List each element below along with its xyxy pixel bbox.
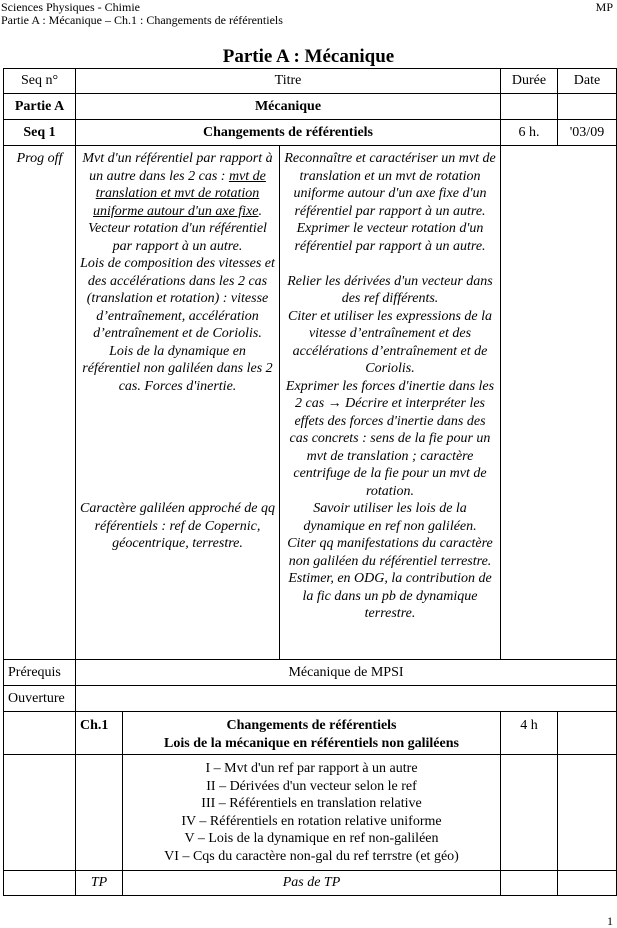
ouverture-value	[76, 686, 617, 712]
seq-title: Changements de référentiels	[76, 120, 501, 146]
partie-row	[4, 94, 617, 120]
ouverture-row	[4, 686, 617, 712]
page-title: Partie A : Mécanique	[222, 46, 395, 67]
plan-empty-3	[501, 755, 558, 871]
prerequis-row	[4, 660, 617, 686]
partie-title: Mécanique	[76, 94, 501, 120]
capacity-line: Citer qq manifestations du caractère non galiléen du référentiel terrestre. Estimer, en ODG, la contribution de la fic dans un pb de dynamique terrestre.	[287, 536, 493, 621]
tp-label: TP	[76, 871, 123, 896]
tp-empty-2	[501, 871, 558, 896]
header-subject: Sciences Physiques - Chimie	[1, 0, 140, 14]
underlined-text: mvt de translation et mvt de rotation uniforme autour d'un axe fixe	[92, 168, 266, 219]
chapter-label: Ch.1	[76, 712, 123, 755]
chapter-empty	[4, 712, 76, 755]
contents-line: Lois de composition des vitesses et des accélérations dans les 2 cas (translation et rotation) : vitesse d’entraînement, accélération d’entraînement et de Coriolis.	[80, 256, 275, 341]
prog-off-row	[4, 146, 617, 660]
seq-label: Seq 1	[4, 120, 76, 146]
chapter-title-line-2: Lois de la mécanique en référentiels non galiléens	[164, 735, 459, 751]
prog-off-contents	[76, 146, 280, 660]
col-header-seq: Seq n°	[4, 69, 76, 94]
partie-duree	[501, 94, 558, 120]
capacity-line: Savoir utiliser les lois de la dynamique en ref non galiléen.	[303, 501, 477, 534]
plan-empty-2	[76, 755, 123, 871]
chapter-row	[4, 712, 617, 755]
page-number: 1	[607, 914, 613, 928]
contents-line: Lois de la dynamique en référentiel non galiléen dans les 2 cas. Forces d'inertie.	[82, 343, 273, 394]
tp-empty	[4, 871, 76, 896]
tp-row	[4, 871, 617, 896]
header-row	[4, 69, 617, 94]
tp-empty-3	[558, 871, 617, 896]
col-header-date: Date	[558, 69, 617, 94]
tp-value: Pas de TP	[123, 871, 501, 896]
capacity-line: Relier les dérivées d'un vecteur dans des ref différents.	[287, 273, 493, 306]
prerequis-label: Prérequis	[4, 660, 76, 686]
plan-empty-4	[558, 755, 617, 871]
prog-off-label: Prog off	[4, 146, 76, 660]
partie-label: Partie A	[4, 94, 76, 120]
plan-item: VI – Cqs du caractère non-gal du ref terrstre (et géo)	[164, 848, 459, 864]
col-header-duree: Durée	[501, 69, 558, 94]
seq-row	[4, 120, 617, 146]
plan-empty-1	[4, 755, 76, 871]
contents-paragraph-1: Mvt d'un référentiel par rapport à un autre dans les 2 cas : mvt de translation et mvt de rotation uniforme autour d'un axe fixe.	[82, 151, 273, 219]
chapter-plan	[123, 755, 501, 871]
chapter-duree: 4 h	[501, 712, 558, 755]
seq-duree: 6 h.	[501, 120, 558, 146]
plan-item: III – Référentiels en translation relative	[201, 796, 422, 811]
plan-item: IV – Référentiels en rotation relative uniforme	[181, 813, 442, 829]
seq-date: '03/09	[558, 120, 617, 146]
progression-table	[3, 68, 617, 896]
header-class: MP	[595, 0, 613, 14]
col-header-titre: Titre	[76, 69, 501, 94]
plan-item: II – Dérivées d'un vecteur selon le ref	[206, 778, 417, 794]
prog-off-empty	[501, 146, 617, 660]
header-chapter: Partie A : Mécanique – Ch.1 : Changements de référentiels	[1, 13, 283, 27]
partie-date	[558, 94, 617, 120]
prog-off-capacities	[280, 146, 501, 660]
prerequis-value: Mécanique de MPSI	[76, 660, 617, 686]
capacity-line: Reconnaître et caractériser un mvt de translation et un mvt de rotation uniforme autour d'un axe fixe d'un référentiel par rapport à un autre.	[284, 151, 496, 219]
ouverture-label: Ouverture	[4, 686, 76, 712]
capacity-line: Citer et utiliser les expressions de la vitesse d’entraînement et des accélérations d’entraînement et de Coriolis.	[287, 308, 492, 376]
capacity-line: Exprimer le vecteur rotation d'un référentiel par rapport à un autre.	[294, 221, 486, 254]
plan-row	[4, 755, 617, 871]
chapter-title-line-1: Changements de référentiels	[226, 718, 397, 733]
chapter-title	[123, 712, 501, 755]
chapter-date	[558, 712, 617, 755]
plan-item: V – Lois de la dynamique en ref non-galiléen	[184, 831, 439, 846]
capacity-line: Exprimer les forces d'inertie dans les 2 cas → Décrire et interpréter les effets des forces d'inertie dans des cas concrets : sens de la fie pour un mvt de translation ; caractère centrifuge de la fie pour un mvt de rotation.	[285, 378, 495, 499]
contents-line: Vecteur rotation d'un référentiel par rapport à un autre.	[88, 221, 267, 254]
contents-line: Caractère galiléen approché de qq référentiels : ref de Copernic, géocentrique, terrestre.	[80, 501, 275, 551]
plan-item: I – Mvt d'un ref par rapport à un autre	[205, 761, 418, 776]
